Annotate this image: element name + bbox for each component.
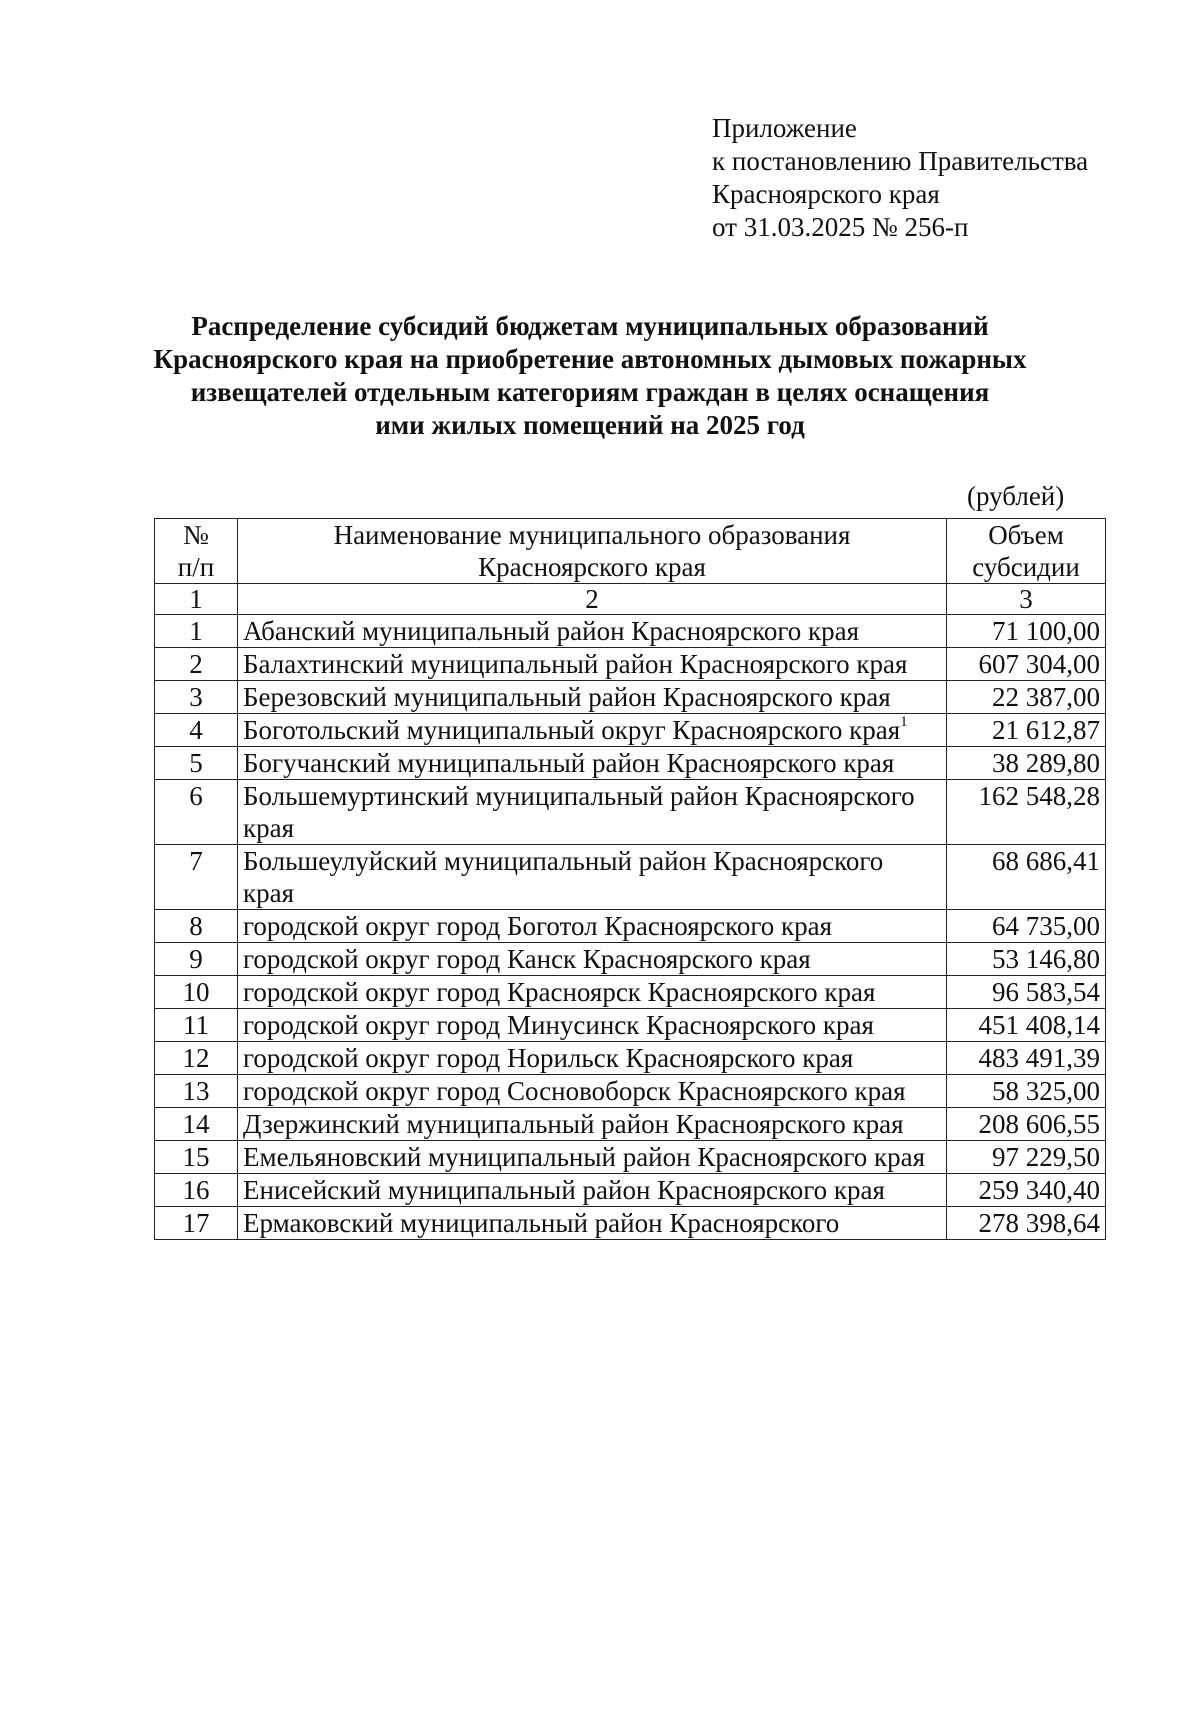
row-number-cell: 1: [155, 615, 238, 648]
header-name-cell: [238, 519, 947, 584]
municipality-name-cell: [238, 1042, 947, 1075]
table-row: [155, 780, 1106, 845]
table-row: [155, 1009, 1106, 1042]
table-row: [155, 1042, 1106, 1075]
municipality-name-cell: [238, 1141, 947, 1174]
row-number-cell: 8: [155, 910, 238, 943]
subsidy-amount-cell: 97 229,50: [947, 1141, 1106, 1174]
header-num-cell: [155, 519, 238, 584]
row-number-cell: 6: [155, 780, 238, 845]
subsidy-amount-cell: 38 289,80: [947, 747, 1106, 780]
table-row: [155, 1174, 1106, 1207]
header-num-line: №: [183, 520, 209, 550]
column-index-row: [155, 584, 1106, 615]
row-number-cell: 7: [155, 845, 238, 910]
municipality-name: Дзержинский муниципальный район Красноярского края: [243, 1109, 904, 1139]
row-number-cell: 14: [155, 1108, 238, 1141]
row-number-cell: 16: [155, 1174, 238, 1207]
row-number-cell: 2: [155, 648, 238, 681]
table-row: [155, 1075, 1106, 1108]
municipality-name: городской округ город Сосновоборск Красноярского края: [243, 1076, 906, 1106]
municipality-name-cell: [238, 1075, 947, 1108]
row-number-cell: 12: [155, 1042, 238, 1075]
municipality-name: Балахтинский муниципальный район Красноярского края: [243, 649, 908, 679]
municipality-name-cell: [238, 1009, 947, 1042]
subsidy-amount-cell: 21 612,87: [947, 714, 1106, 747]
municipality-name-cell: [238, 976, 947, 1009]
document-title: [60, 310, 1120, 442]
table-row: [155, 845, 1106, 910]
municipality-name: Большеулуйский муниципальный район Красноярского края: [243, 846, 884, 908]
municipality-name: городской округ город Норильск Красноярского края: [243, 1043, 854, 1073]
subsidy-amount-cell: 278 398,64: [947, 1207, 1106, 1240]
subsidy-amount-cell: 208 606,55: [947, 1108, 1106, 1141]
municipality-name: городской округ город Канск Красноярского края: [243, 944, 811, 974]
row-number-cell: 9: [155, 943, 238, 976]
municipality-name: городской округ город Минусинск Красноярского края: [243, 1010, 874, 1040]
subsidy-amount-cell: 483 491,39: [947, 1042, 1106, 1075]
column-index-cell: 3: [947, 584, 1106, 615]
municipality-name-cell: [238, 845, 947, 910]
table-row: [155, 1108, 1106, 1141]
appendix-block: [712, 112, 1088, 244]
municipality-name-cell: [238, 910, 947, 943]
subsidy-amount-cell: 53 146,80: [947, 943, 1106, 976]
title-line: Красноярского края на приобретение автономных дымовых пожарных: [153, 344, 1027, 374]
municipality-name: Богучанский муниципальный район Красноярского края: [243, 748, 895, 778]
header-amount-line: Объем: [988, 520, 1064, 550]
municipality-name-cell: [238, 1174, 947, 1207]
table-row: [155, 714, 1106, 747]
column-index-cell: 2: [238, 584, 947, 615]
subsidy-amount-cell: 451 408,14: [947, 1009, 1106, 1042]
header-name-line: Красноярского края: [478, 552, 706, 582]
subsidy-amount-cell: 68 686,41: [947, 845, 1106, 910]
subsidy-amount-cell: 259 340,40: [947, 1174, 1106, 1207]
header-name-line: Наименование муниципального образования: [333, 520, 851, 550]
row-number-cell: 3: [155, 681, 238, 714]
municipality-name: Енисейский муниципальный район Красноярского края: [243, 1175, 885, 1205]
municipality-name-cell: [238, 943, 947, 976]
table-header-row: [155, 519, 1106, 584]
header-amount-line: субсидии: [972, 552, 1080, 582]
table-row: [155, 747, 1106, 780]
municipality-name: Емельяновский муниципальный район Красноярского края: [243, 1142, 926, 1172]
subsidy-amount-cell: 58 325,00: [947, 1075, 1106, 1108]
table-row: [155, 1141, 1106, 1174]
appendix-line: от 31.03.2025 № 256-п: [712, 212, 969, 242]
header-num-line: п/п: [177, 552, 215, 582]
title-line: извещателей отдельным категориям граждан в целях оснащения: [190, 377, 990, 407]
row-number-cell: 4: [155, 714, 238, 747]
appendix-line: Красноярского края: [712, 179, 940, 209]
municipality-name-cell: [238, 648, 947, 681]
municipality-name-cell: [238, 747, 947, 780]
title-line: Распределение субсидий бюджетам муниципальных образований: [191, 311, 989, 341]
municipality-name: городской округ город Красноярск Красноярского края: [243, 977, 876, 1007]
table-row: [155, 943, 1106, 976]
appendix-line: к постановлению Правительства: [712, 146, 1089, 176]
subsidy-amount-cell: 71 100,00: [947, 615, 1106, 648]
subsidy-amount-cell: 22 387,00: [947, 681, 1106, 714]
appendix-line: Приложение: [712, 113, 857, 143]
table-row: [155, 1207, 1106, 1240]
subsidy-amount-cell: 607 304,00: [947, 648, 1106, 681]
table-row: [155, 681, 1106, 714]
municipality-name-cell: [238, 681, 947, 714]
row-number-cell: 11: [155, 1009, 238, 1042]
municipality-name: Березовский муниципальный район Красноярского края: [243, 682, 891, 712]
row-number-cell: 5: [155, 747, 238, 780]
municipality-name-cell: [238, 780, 947, 845]
footnote-marker: 1: [900, 714, 908, 730]
header-amount-cell: [947, 519, 1106, 584]
subsidy-table: [154, 518, 1106, 1240]
row-number-cell: 17: [155, 1207, 238, 1240]
row-number-cell: 10: [155, 976, 238, 1009]
table-row: [155, 910, 1106, 943]
municipality-name-cell: [238, 1207, 947, 1240]
title-line: ими жилых помещений на 2025 год: [375, 410, 805, 440]
municipality-name-cell: [238, 1108, 947, 1141]
municipality-name: Боготольский муниципальный округ Красноярского края: [243, 715, 901, 745]
subsidy-amount-cell: 64 735,00: [947, 910, 1106, 943]
column-index-cell: 1: [155, 584, 238, 615]
municipality-name: городской округ город Боготол Красноярского края: [243, 911, 833, 941]
subsidy-amount-cell: 162 548,28: [947, 780, 1106, 845]
table-row: [155, 648, 1106, 681]
municipality-name-cell: [238, 615, 947, 648]
municipality-name-cell: [238, 714, 947, 747]
municipality-name: Ермаковский муниципальный район Красноярского: [243, 1208, 840, 1238]
row-number-cell: 15: [155, 1141, 238, 1174]
subsidy-amount-cell: 96 583,54: [947, 976, 1106, 1009]
table-row: [155, 976, 1106, 1009]
table-row: [155, 615, 1106, 648]
row-number-cell: 13: [155, 1075, 238, 1108]
municipality-name: Большемуртинский муниципальный район Красноярского края: [243, 781, 915, 843]
unit-label: (рублей): [967, 481, 1065, 511]
municipality-name: Абанский муниципальный район Красноярского края: [243, 616, 860, 646]
